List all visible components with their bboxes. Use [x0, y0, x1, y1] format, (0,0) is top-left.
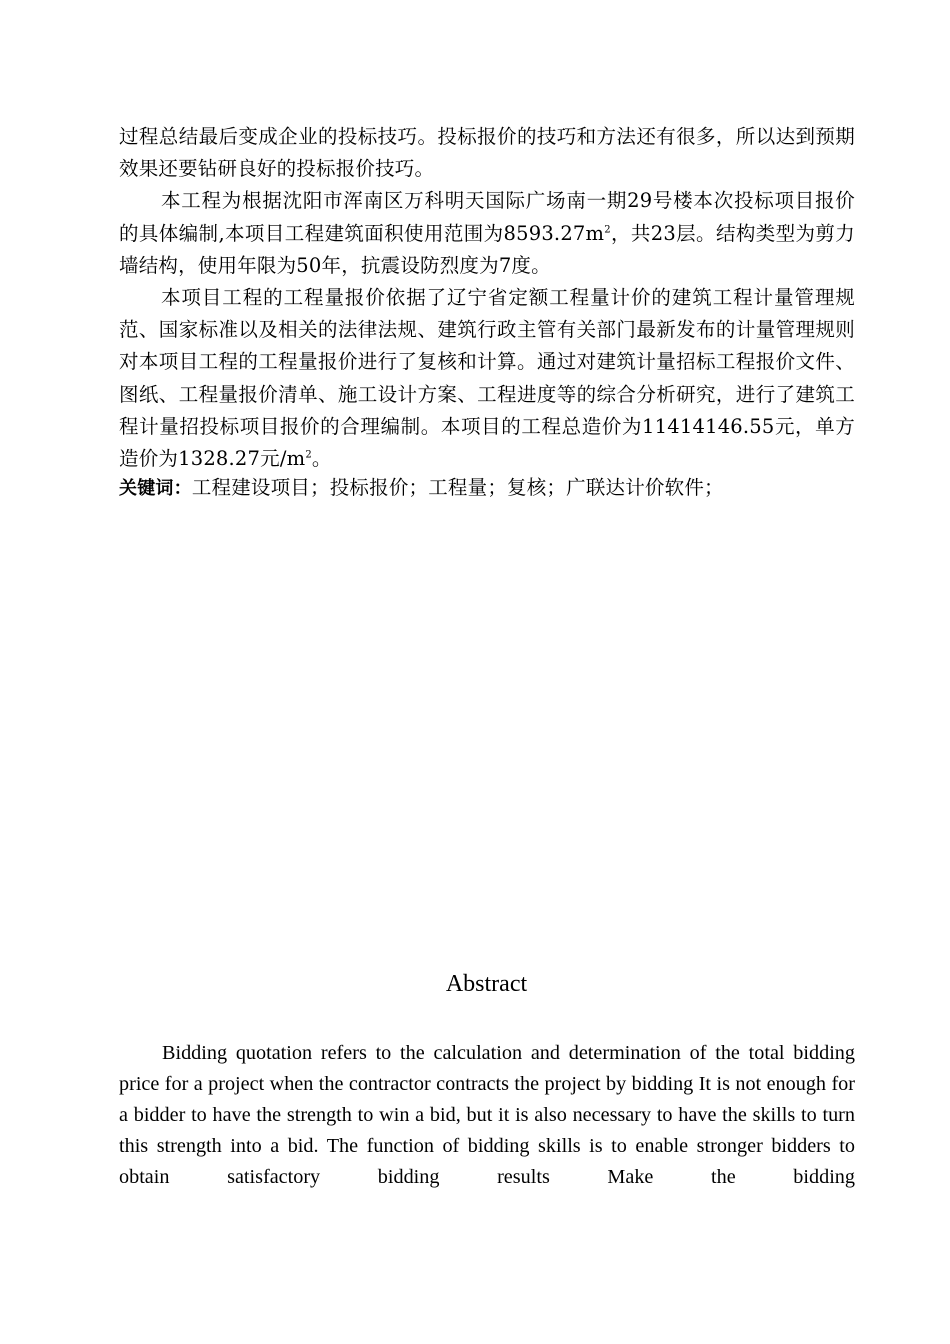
- english-abstract: [119, 1038, 855, 1193]
- cn-paragraph-1: 过程总结最后变成企业的投标技巧。投标报价的技巧和方法还有很多，所以达到预期效果还要钻研良好的投标报价技巧。: [119, 125, 855, 181]
- cn-paragraph-2: [119, 185, 855, 282]
- chinese-abstract: [119, 121, 855, 475]
- cn-paragraph-2-text: 本工程为根据沈阳市浑南区万科明天国际广场南一期29号楼本次投标项目报价的具体编制,本项目工程建筑面积使用范围为8593.27m: [119, 189, 855, 245]
- cn-paragraph-3: [119, 282, 855, 475]
- unit-superscript: 2: [305, 449, 312, 461]
- keywords-line: [119, 473, 855, 504]
- cn-paragraph-3-text: 本项目工程的工程量报价依据了辽宁省定额工程量计价的建筑工程计量管理规范、国家标准以及相关的法律法规、建筑行政主管有关部门最新发布的计量管理规则对本项目工程的工程量报价进行了复核和计算。通过对建筑计量招标工程报价文件、图纸、工程量报价清单、施工设计方案、工程进度等的综合分析研究，进行了建筑工程计量招投标项目报价的合理编制。本项目的工程总造价为11414146.55元，单方造价为1328.27元/m: [119, 286, 855, 471]
- keywords-label: 关键词：: [119, 478, 192, 499]
- cn-paragraph-2-text-end: ，共23层。结构类型为剪力墙结构，使用年限为50年，抗震设防烈度为7度。: [119, 221, 855, 277]
- area-superscript: 2: [604, 224, 611, 236]
- cn-paragraph-3-end: 。: [311, 447, 332, 471]
- en-paragraph-1: Bidding quotation refers to the calculation and determination of the total bidding price for a project when the contractor contracts the project by bidding It is not enough for a bidder to have the strength to win a bid, but it is also necessary to have the skills to turn this strength into a bid. The function of bidding skills is to enable stronger bidders to obtain satisfactory bidding results Make the bidding: [119, 1042, 855, 1188]
- abstract-heading: Abstract: [445, 971, 528, 997]
- keywords-text: 工程建设项目；投标报价；工程量；复核；广联达计价软件；: [191, 476, 724, 499]
